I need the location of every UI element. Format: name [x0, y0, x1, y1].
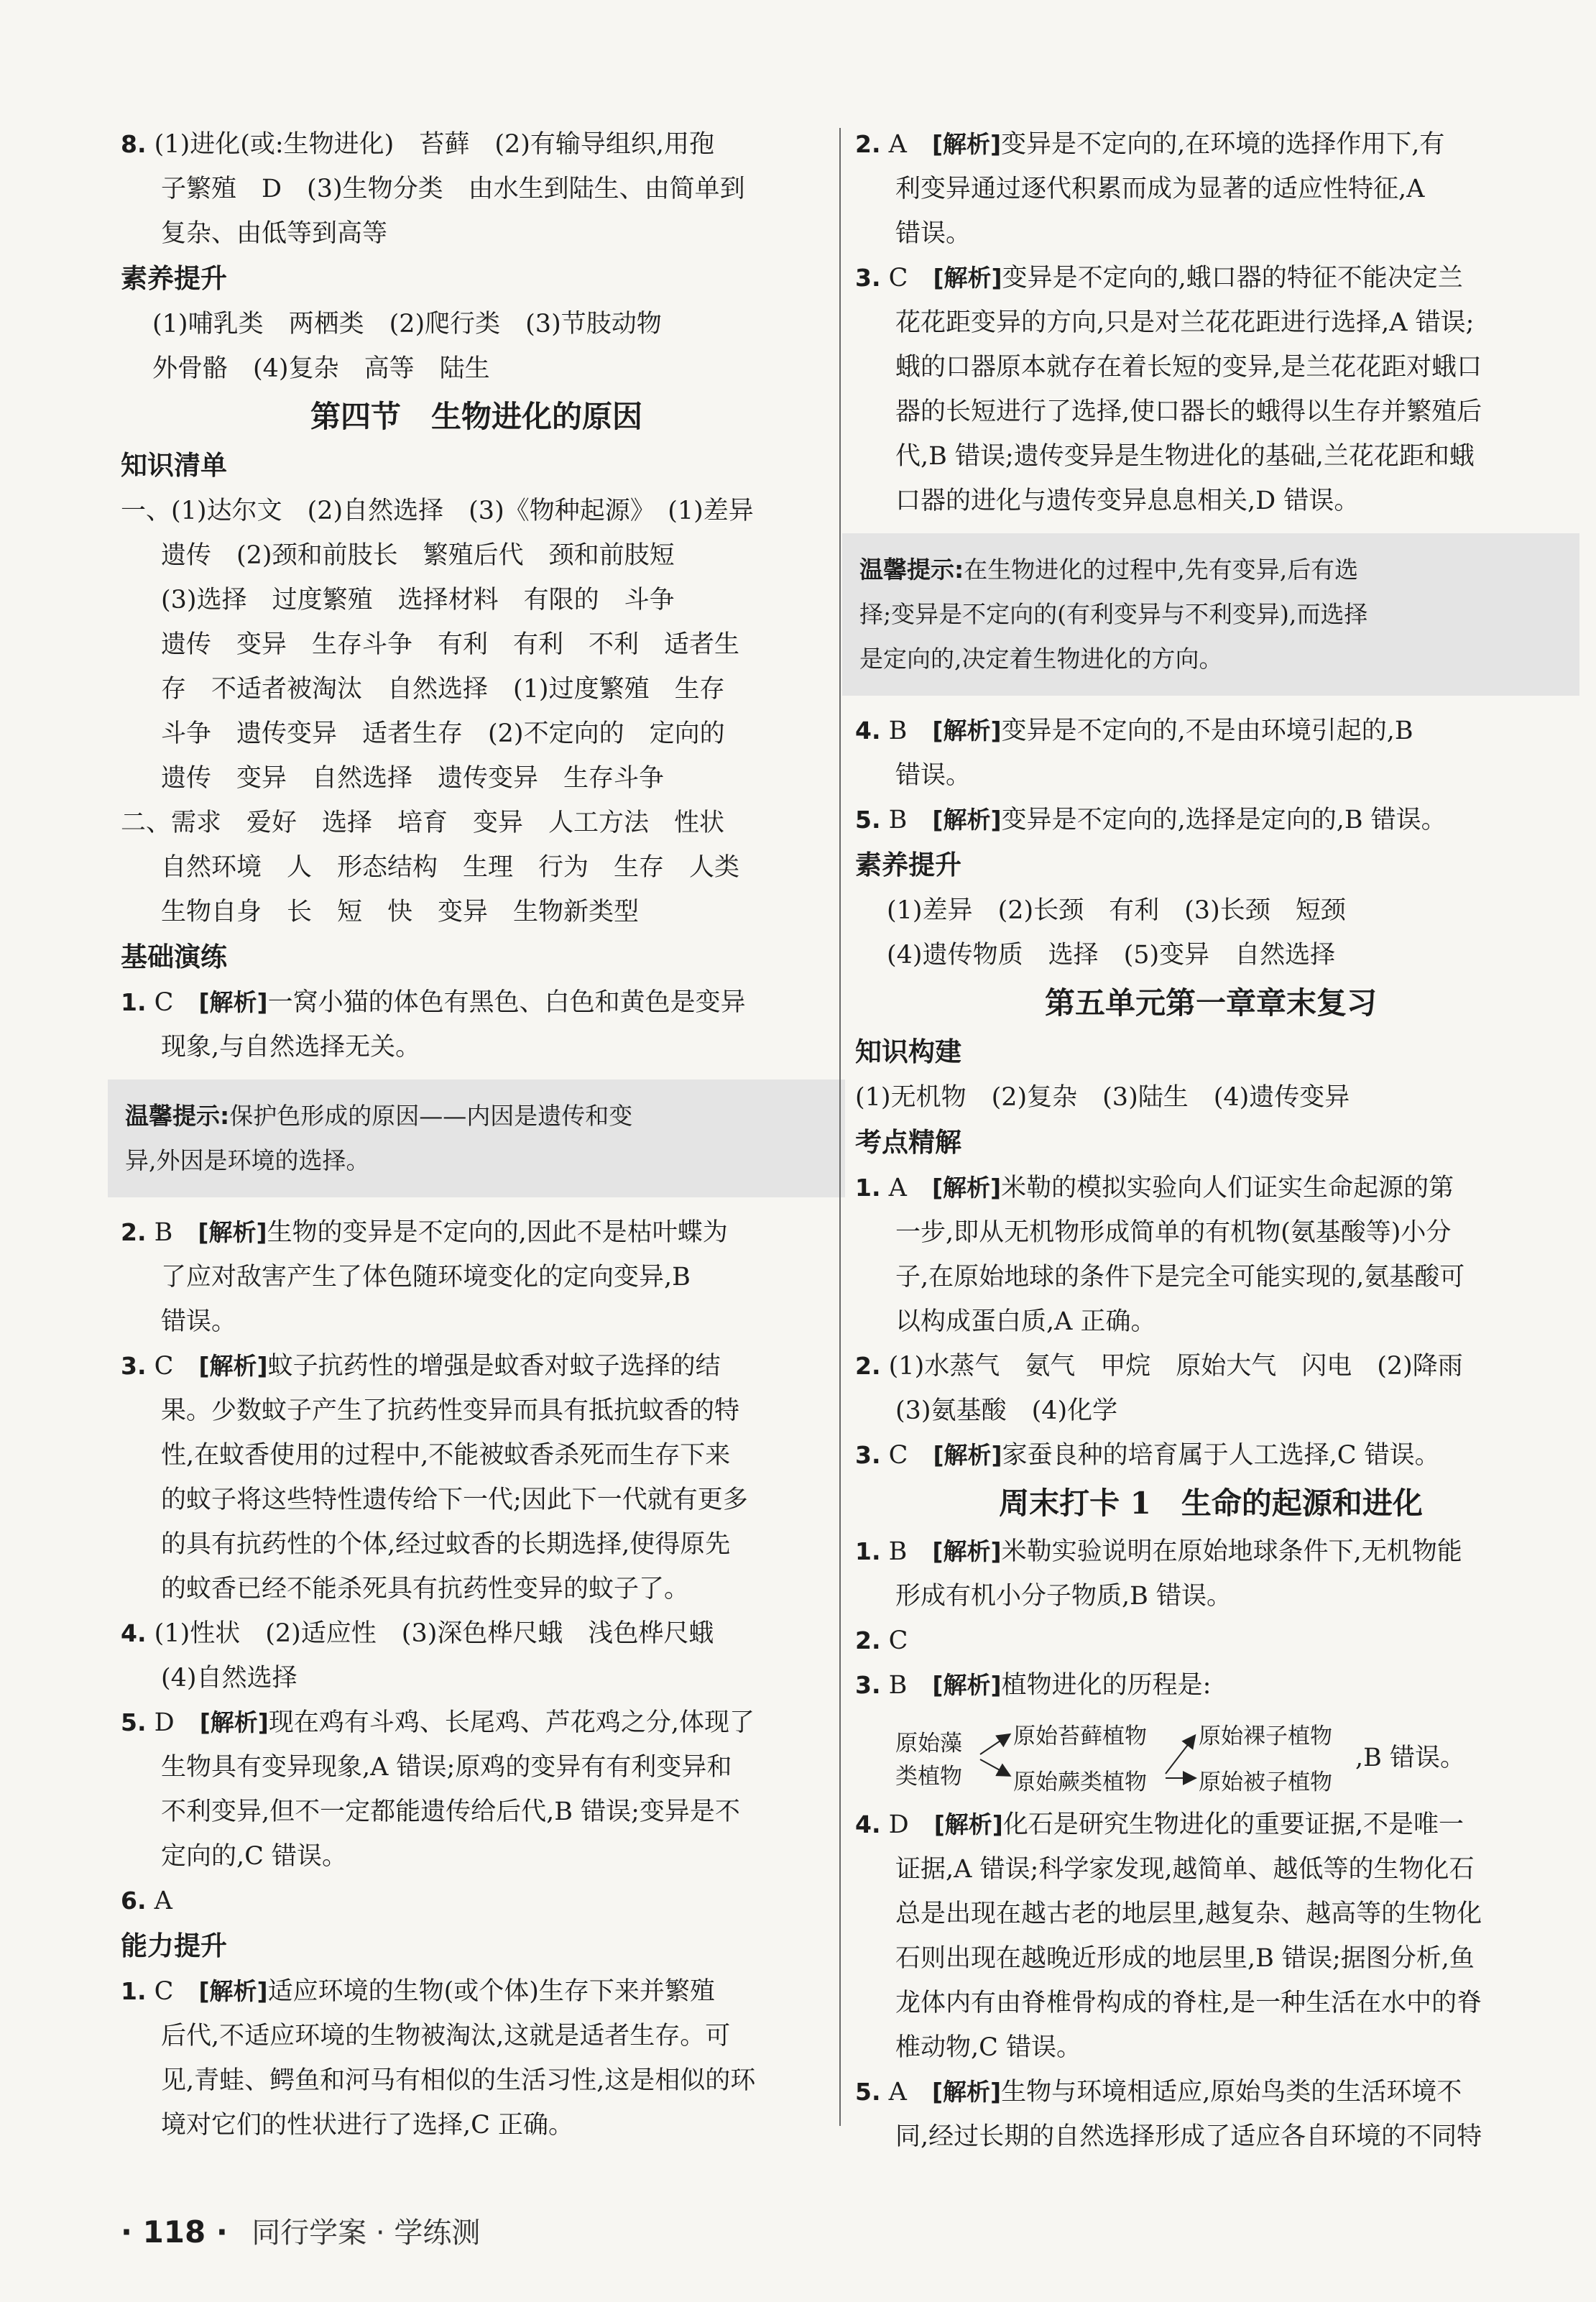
arrow-to-gymno [1166, 1736, 1194, 1774]
diagram-suffix: ,B 错误。 [1355, 1744, 1465, 1772]
w3-line1: 3. B [解析]植物进化的历程是: [855, 1671, 1212, 1700]
left-q8-line2: 子繁殖 D (3)生物分类 由水生到陆生、由简单到 [161, 175, 745, 203]
k2-line2: (3)氨基酸 (4)化学 [895, 1396, 1118, 1425]
weekend-title: 周末打卡 1 生命的起源和进化 [999, 1486, 1423, 1521]
n3-line5: 代,B 错误;遗传变异是生物进化的基础,兰花花距和蛾 [895, 442, 1475, 471]
zhishi-line10: 生物自身 长 短 快 变异 生物新类型 [161, 898, 640, 926]
w2-line1: 2. C [855, 1626, 908, 1655]
jichu-title: 基础演练 [121, 941, 227, 972]
zhishi-line8: 二、需求 爱好 选择 培育 变异 人工方法 性状 [121, 809, 725, 837]
n1-line2: 后代,不适应环境的生物被淘汰,这就是适者生存。可 [161, 2022, 731, 2050]
diagram-moss: 原始苔藓植物 [1013, 1723, 1147, 1749]
diagram-root-line2: 类植物 [895, 1764, 962, 1790]
diagram-gymno: 原始裸子植物 [1199, 1723, 1332, 1749]
n4-line2: 错误。 [895, 761, 972, 790]
arrow-to-moss [980, 1735, 1009, 1754]
w5-line1: 5. A [解析]生物与环境相适应,原始鸟类的生活环境不 [855, 2078, 1462, 2107]
suyang1-line2: 外骨骼 (4)复杂 高等 陆生 [152, 354, 490, 383]
b2-line1: 2. B [解析]生物的变异是不定向的,因此不是枯叶蝶为 [121, 1218, 728, 1247]
chapter-review-title: 第五单元第一章章末复习 [1044, 985, 1377, 1021]
b3-line5: 的具有抗药性的个体,经过蚊香的长期选择,使得原先 [161, 1530, 731, 1559]
k1-line2: 一步,即从无机物形成简单的有机物(氨基酸等)小分 [895, 1218, 1452, 1247]
n4-line1: 4. B [解析]变异是不定向的,不是由环境引起的,B [855, 717, 1413, 745]
zhishi-line9: 自然环境 人 形态结构 生理 行为 生存 人类 [161, 853, 740, 882]
b3-line6: 的蚊香已经不能杀死具有抗药性变异的蚊子了。 [161, 1575, 690, 1603]
w4-line4: 石则出现在越晚近形成的地层里,B 错误;据图分析,鱼 [895, 1944, 1475, 1973]
zhishi-title: 知识清单 [121, 450, 227, 481]
n3-line2: 花花距变异的方向,只是对兰花花距进行选择,A 错误; [895, 308, 1475, 337]
left-q8-line3: 复杂、由低等到高等 [161, 219, 388, 248]
section4-title: 第四节 生物进化的原因 [310, 399, 642, 434]
suyang2-line2: (4)遗传物质 选择 (5)变异 自然选择 [887, 941, 1336, 970]
right-column [855, 122, 1567, 2159]
b1-line1: 1. C [解析]一窝小猫的体色有黑色、白色和黄色是变异 [121, 988, 746, 1017]
nengli-title: 能力提升 [121, 1930, 227, 1961]
w4-line2: 证据,A 错误;科学家发现,越简单、越低等的生物化石 [895, 1855, 1475, 1884]
b2-line2: 了应对敌害产生了体色随环境变化的定向变异,B [161, 1263, 691, 1292]
diagram-fern: 原始蕨类植物 [1013, 1769, 1147, 1795]
w4-line6: 椎动物,C 错误。 [895, 2033, 1082, 2062]
n2-line3: 错误。 [895, 219, 972, 248]
suyang2-line1: (1)差异 (2)长颈 有利 (3)长颈 短颈 [887, 896, 1346, 925]
goujian-line: (1)无机物 (2)复杂 (3)陆生 (4)遗传变异 [855, 1083, 1350, 1112]
n3-line6: 口器的进化与遗传变异息息相关,D 错误。 [895, 487, 1360, 515]
book-title: 同行学案 · 学练测 [252, 2216, 481, 2250]
zhishi-line1: 一、(1)达尔文 (2)自然选择 (3)《物种起源》 (1)差异 [121, 497, 754, 525]
k2-line1: 2. (1)水蒸气 氨气 甲烷 原始大气 闪电 (2)降雨 [855, 1352, 1463, 1381]
page-number: · 118 · [121, 2214, 228, 2250]
suyang1-line1: (1)哺乳类 两栖类 (2)爬行类 (3)节肢动物 [152, 310, 662, 339]
n1-line4: 境对它们的性状进行了选择,C 正确。 [161, 2111, 574, 2140]
zhishi-line3: (3)选择 过度繁殖 选择材料 有限的 斗争 [161, 586, 675, 614]
n1-line3: 见,青蛙、鳄鱼和河马有相似的生活习性,这是相似的环 [161, 2066, 756, 2095]
b5-line4: 定向的,C 错误。 [161, 1842, 348, 1871]
diagram-angio: 原始被子植物 [1199, 1769, 1332, 1795]
suyang-title-2: 素养提升 [855, 850, 961, 880]
kaodian-title: 考点精解 [855, 1127, 961, 1158]
zhishi-line7: 遗传 变异 自然选择 遗传变异 生存斗争 [161, 764, 665, 793]
n2-line2: 利变异通过逐代积累而成为显著的适应性特征,A [895, 175, 1425, 203]
left-q8-line1: 8. (1)进化(或:生物进化) 苔藓 (2)有输导组织,用孢 [121, 130, 715, 159]
n3-line4: 器的长短进行了选择,使口器长的蛾得以生存并繁殖后 [895, 397, 1482, 426]
w4-line3: 总是出现在越古老的地层里,越复杂、越高等的生物化 [895, 1900, 1482, 1928]
warm-tip-1: 温馨提示:保护色形成的原因——内因是遗传和变 异,外因是环境的选择。 [108, 1079, 845, 1197]
zhishi-line6: 斗争 遗传变异 适者生存 (2)不定向的 定向的 [161, 719, 725, 748]
k1-line1: 1. A [解析]米勒的模拟实验向人们证实生命起源的第 [855, 1174, 1454, 1202]
n2-line1: 2. A [解析]变异是不定向的,在环境的选择作用下,有 [855, 130, 1445, 159]
b3-line1: 3. C [解析]蚊子抗药性的增强是蚊香对蚊子选择的结 [121, 1352, 721, 1381]
zhishi-line4: 遗传 变异 生存斗争 有利 有利 不利 适者生 [161, 630, 740, 659]
suyang-title-1: 素养提升 [121, 263, 227, 294]
left-column [121, 122, 832, 2147]
n5-line1: 5. B [解析]变异是不定向的,选择是定向的,B 错误。 [855, 806, 1447, 834]
b6-line1: 6. A [121, 1887, 172, 1915]
b5-line2: 生物具有变异现象,A 错误;原鸡的变异有有利变异和 [161, 1753, 732, 1782]
zhishi-line2: 遗传 (2)颈和前肢长 繁殖后代 颈和前肢短 [161, 541, 675, 570]
goujian-title: 知识构建 [855, 1036, 961, 1067]
plant-evolution-diagram [895, 1715, 1567, 1794]
arrow-to-fern [980, 1759, 1009, 1775]
warm-tip-2: 温馨提示:在生物进化的过程中,先有变异,后有选 择;变异是不定向的(有利变异与不利变异),而选择 是定向的,决定着生物进化的方向。 [842, 533, 1579, 696]
b2-line3: 错误。 [161, 1307, 237, 1336]
n1-line1: 1. C [解析]适应环境的生物(或个体)生存下来并繁殖 [121, 1977, 715, 2006]
b3-line2: 果。少数蚊子产生了抗药性变异而具有抵抗蚊香的特 [161, 1396, 740, 1425]
column-divider [839, 128, 841, 2126]
n3-line1: 3. C [解析]变异是不定向的,蛾口器的特征不能决定兰 [855, 264, 1463, 293]
k1-line4: 以构成蛋白质,A 正确。 [895, 1307, 1156, 1336]
zhishi-line5: 存 不适者被淘汰 自然选择 (1)过度繁殖 生存 [161, 675, 725, 704]
w4-line5: 龙体内有由脊椎骨构成的脊柱,是一种生活在水中的脊 [895, 1989, 1482, 2017]
diagram-arrows [895, 1715, 1413, 1794]
b5-line1: 5. D [解析]现在鸡有斗鸡、长尾鸡、芦花鸡之分,体现了 [121, 1708, 755, 1737]
b1-line2: 现象,与自然选择无关。 [161, 1033, 421, 1062]
page-footer [121, 2210, 480, 2251]
b5-line3: 不利变异,但不一定都能遗传给后代,B 错误;变异是不 [161, 1797, 740, 1826]
w5-line2: 同,经过长期的自然选择形成了适应各自环境的不同特 [895, 2122, 1482, 2151]
w1-line2: 形成有机小分子物质,B 错误。 [895, 1582, 1232, 1611]
k1-line3: 子,在原始地球的条件下是完全可能实现的,氨基酸可 [895, 1263, 1465, 1292]
n3-line3: 蛾的口器原本就存在着长短的变异,是兰花花距对蛾口 [895, 353, 1482, 382]
b3-line4: 的蚊子将这些特性遗传给下一代;因此下一代就有更多 [161, 1486, 748, 1514]
w1-line1: 1. B [解析]米勒实验说明在原始地球条件下,无机物能 [855, 1537, 1462, 1566]
diagram-root-line1: 原始藻 [895, 1731, 962, 1757]
k3-line1: 3. C [解析]家蚕良种的培育属于人工选择,C 错误。 [855, 1441, 1440, 1470]
b4-line1: 4. (1)性状 (2)适应性 (3)深色桦尺蛾 浅色桦尺蛾 [121, 1619, 714, 1648]
b4-line2: (4)自然选择 [161, 1664, 297, 1693]
b3-line3: 性,在蚊香使用的过程中,不能被蚊香杀死而生存下来 [161, 1441, 731, 1470]
w4-line1: 4. D [解析]化石是研究生物进化的重要证据,不是唯一 [855, 1810, 1464, 1839]
